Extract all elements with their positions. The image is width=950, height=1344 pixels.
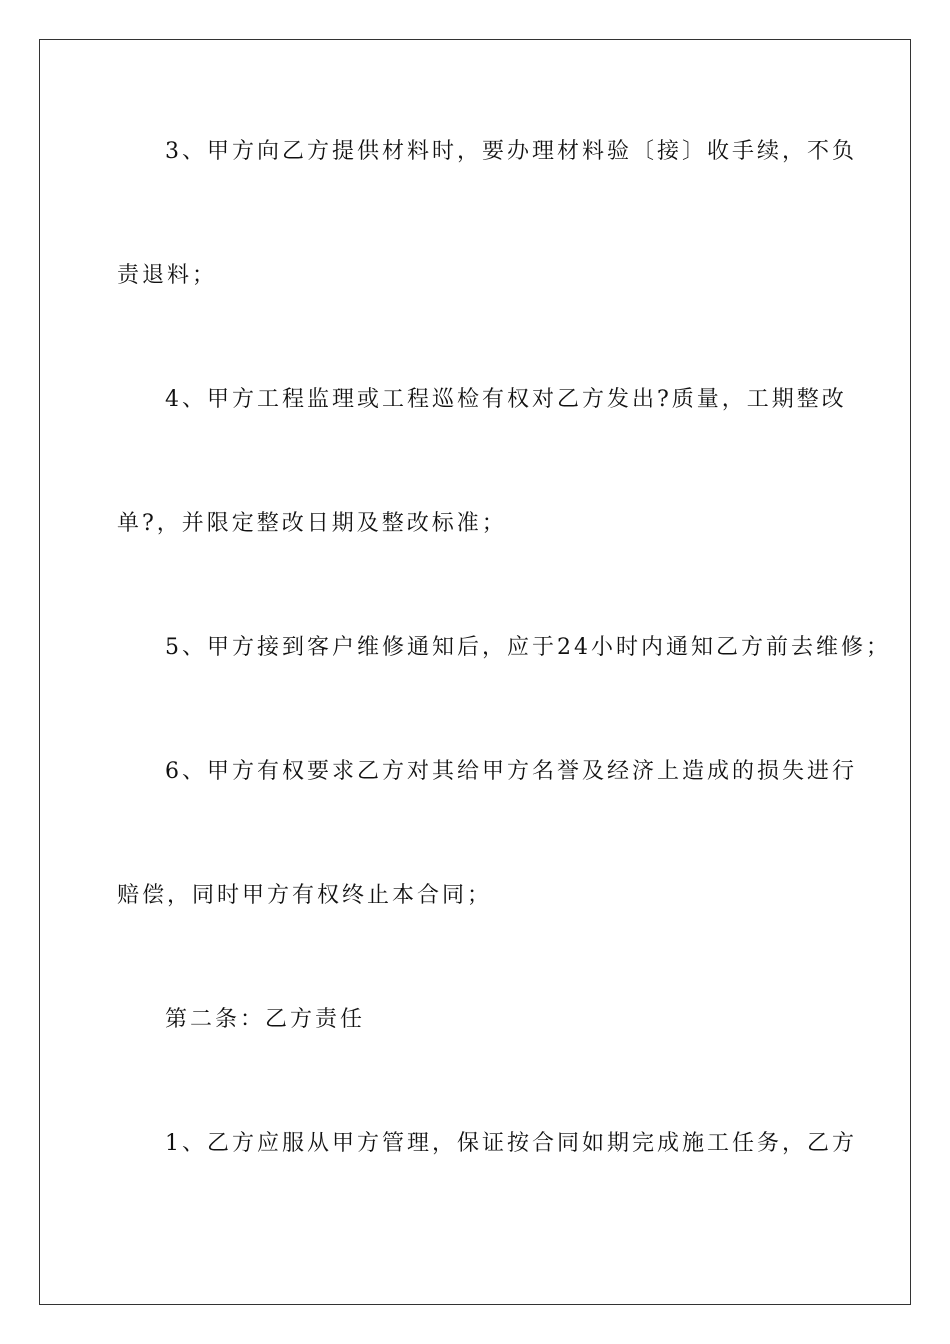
page-frame [39, 39, 911, 1305]
text-line-3: 4、甲方工程监理或工程巡检有权对乙方发出?质量，工期整改 [165, 387, 847, 412]
text-line-6: 6、甲方有权要求乙方对其给甲方名誉及经济上造成的损失进行 [165, 759, 857, 784]
text-line-2: 责退料； [117, 263, 218, 288]
text-line-4: 单?，并限定整改日期及整改标准； [117, 511, 507, 536]
text-line-7: 赔偿，同时甲方有权终止本合同； [117, 883, 493, 908]
text-line-5: 5、甲方接到客户维修通知后，应于24小时内通知乙方前去维修； [165, 635, 891, 660]
text-line-1: 3、甲方向乙方提供材料时，要办理材料验〔接〕收手续，不负 [165, 139, 857, 164]
text-line-9: 1、乙方应服从甲方管理，保证按合同如期完成施工任务，乙方 [165, 1131, 857, 1156]
section-heading: 第二条：乙方责任 [165, 1007, 366, 1032]
